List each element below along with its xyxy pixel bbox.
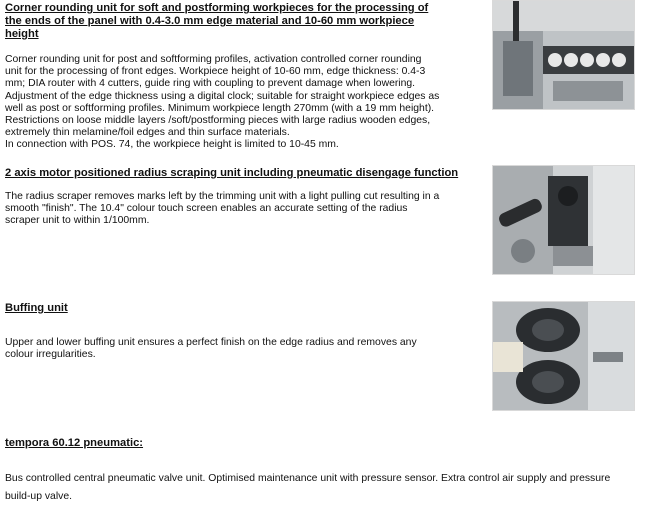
- section-radius-scraping: [5, 167, 475, 228]
- section-title: 2 axis motor positioned radius scraping unit including pneumatic disengage function: [5, 167, 459, 179]
- section-text: The radius scraper removes marks left by the trimming unit with a light pulling cut resulting in a smooth "finish". The 10.4" colour touch screen enables an accurate setting of the radius scraper unit to within 1/100mm.: [5, 191, 440, 227]
- section-text: Corner rounding unit for post and softforming profiles, activation controlled corner rounding unit for the processing of front edges. Workpiece height of 10-60 mm, edge thickness: 0.4-3 mm; DIA router with 4 cutters, guide ring with coupling to prevent damage when lowering. Adjustment of the edge thickness using a digital clock; suitable for straight workpiece edges as well as post or softforming profiles. Minimum workpiece length 270mm (with a 19 mm height). Restrictions on loose middle layers /soft/postforming pieces with large radius wooden edges, extremely thin melamine/foil edges and thin surface materials. In connection with POS. 74, the workpiece height is limited to 10-45 mm.: [5, 54, 440, 151]
- radius-scraping-unit-photo: [492, 165, 635, 275]
- section-text: Bus controlled central pneumatic valve unit. Optimised maintenance unit with pressure sensor. Extra control air supply and pressure build-up valve.: [5, 473, 611, 502]
- section-buffing-unit: [5, 302, 475, 361]
- corner-rounding-unit-photo: [492, 0, 635, 110]
- section-title: Corner rounding unit for soft and postforming workpieces for the processing of the ends of the panel with 0.4-3.0 mm edge material and 10-60 mm workpiece height: [5, 2, 429, 40]
- buffing-unit-photo: [492, 301, 635, 411]
- section-title: tempora 60.12 pneumatic:: [5, 437, 144, 449]
- section-corner-rounding: [5, 2, 445, 152]
- section-title: Buffing unit: [5, 302, 68, 314]
- section-text: Upper and lower buffing unit ensures a perfect finish on the edge radius and removes any colour irregularities.: [5, 337, 417, 361]
- section-tempora-pneumatic: [5, 437, 645, 506]
